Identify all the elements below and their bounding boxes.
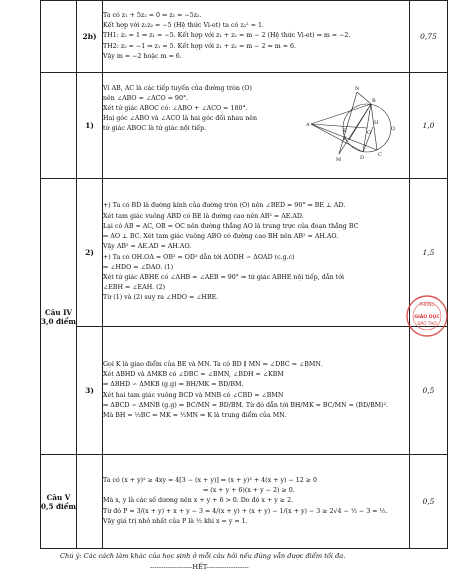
part-label: 3) [77,327,103,455]
solution-line: ⇒ (x + y + 6)(x + y − 2) ≥ 0. [203,487,295,495]
solution-line: TH2: z₂ = −1 ⇒ z₁ = 5. Kết hợp với z₁ + z₂ = m − 2 ⇒ m = 6. [103,42,297,50]
solution-line: Từ đó P = 3/(x + y) + x + y − 3 = 4/(x + y) + (x + y) − 1/(x + y) − 3 ≥ 2√4 − ½ − 3 = ½. [103,507,388,515]
part-label: 2) [77,179,103,327]
question-label [41,455,77,549]
figure-label: E [343,127,347,134]
solution-line: Kết hợp với z₁z₂ = −5 (Hệ thức Vi-et) ta có z₂² = 1. [103,22,264,30]
solution-line: nên ∠ABO = ∠ACO = 90°. [103,94,189,102]
line-mn [339,92,357,154]
part-label [77,455,103,549]
solution-line: +) Ta có OH.OA = OB² = OD² dẫn tới ΔODH ∽ ΔOAD (c.g.c) [103,253,295,261]
solution-line: ⇒ ∠HDO = ∠DAO. (1) [103,263,174,271]
solution-line: Vậy giá trị nhỏ nhất của P là ½ khi x = y = 1. [103,517,248,525]
solution-line: tứ giác ABOC là tứ giác nội tiếp. [103,125,207,133]
solution-line: Hai góc ∠ABO và ∠ACO là hai góc đối nhau nên [103,115,258,123]
row-v [41,455,448,549]
solution-line: Từ (1) và (2) suy ra ∠HDO = ∠HBE. [103,294,219,302]
solution-line: Lại có AB = AC, OB = OC nên đường thẳng AO là trung trực của đoạn thẳng BC [103,222,359,230]
figure-label: K [343,135,347,142]
question-title: Câu IV 3,0 điểm [41,307,76,326]
score-cell: 1,5 [410,179,448,327]
solution-line: ⇒ AO ⊥ BC. Xét tam giác vuông ABO có đường cao BH nên AB² = AH.AO. [103,233,339,241]
solution-content [103,327,410,455]
question-title: Câu V 0,5 điểm [41,492,76,511]
solution-line: Xét tứ giác ABHE có ∠AHB = ∠AEB = 90° ⇒ tứ giác ABHE nội tiếp, dẫn tới [103,273,345,281]
seal-text-mid: GIÁO DỤC [414,315,440,320]
end-marker: -------------------HẾT------------------- [150,563,249,571]
solution-line: Mà x, y là các số dương nên x + y + 6 > 0. Do đó x + y ≥ 2. [103,497,294,505]
seal-text-bot: ĐÀO TẠO [417,321,437,326]
solution-line: Xét tứ giác ABOC có: ∠ABO + ∠ACO = 180°. [103,104,248,112]
part-label: 2b) [77,1,103,73]
figure-label: N [355,85,360,92]
solution-line: Xét tam giác vuông ABD có BE là đường cao nên AB² = AE.AD. [103,212,304,220]
score-cell: 0,5 [410,327,448,455]
solution-line: ⇒ ΔBHD ∽ ΔMKB (g.g) ⇒ BH/MK = BD/BM. [103,381,244,389]
solution-table [40,0,448,549]
figure-label: O [367,129,372,136]
solution-content [103,1,410,73]
solution-line: ∠EBH = ∠EAH. (2) [103,284,166,292]
score-cell: 1,0 [410,73,448,179]
solution-line: ⇒ ΔBCD ∽ ΔMNB (g.g) ⇒ BC/MN = BD/BM. Từ đó dẫn tới BH/MK = BC/MN = (BD/BM)². [103,401,389,409]
official-seal [405,294,449,338]
figure-label: D [360,154,365,161]
figure-label: H [374,119,379,126]
row-2b [41,1,448,73]
solution-line: Ta có (x + y)² ≥ 4xy = 4[3 − (x + y)] ⇒ (x + y)² + 4(x + y) − 12 ≥ 0 [103,476,318,484]
solution-content [103,455,410,549]
figure-label: B [372,97,376,104]
figure-label: C [378,151,382,158]
row-iv-3 [41,327,448,455]
question-cell [41,73,77,179]
tangent-ab [311,104,371,124]
solution-line: Xét hai tam giác vuông BCD và MNB có ∠CBD = ∠BMN [103,391,284,399]
solution-line: Vậy AB² = AE.AD = AH.AO. [103,243,192,251]
solution-line: Gọi K là giao điểm của BE và MN. Ta có BD ∥ MN ⇒ ∠DBC = ∠BMN. [103,360,323,368]
question-label [41,179,77,455]
chord-bc [371,104,377,150]
solution-line: TH1: z₂ = 1 ⇒ z₁ = −5. Kết hợp với z₁ + z₂ = m − 2 (Hệ thức Vi-et) ⇒ m = −2. [103,32,351,40]
solution-line: Xét ΔBHD và ΔMKB có ∠DBC = ∠BMN, ∠BDH = ∠KBM [103,371,284,379]
seal-text-top: PHÒNG [419,302,435,307]
row-iv-1 [41,73,448,179]
figure-label: A [306,121,310,128]
score-cell: 0,5 [410,455,448,549]
line-bn [357,92,371,104]
figure-label: M [336,156,342,163]
solution-line: +) Ta có BD là đường kính của đường tròn (O) nên ∠BED = 90° ⇒ BE ⊥ AD. [103,202,346,210]
solution-line: Mà BH = ½BC ⇒ MK = ½MN ⇒ K là trung điểm của MN. [103,411,287,419]
footer-note: Chú ý: Các cách làm khác của học sinh ở mỗi câu hỏi nếu đúng vẫn được điểm tối đa. [60,552,346,560]
row-iv-2 [41,179,448,327]
solution-line: Vậy m = −2 hoặc m = 6. [103,52,182,60]
score-cell: 0,75 [410,1,448,73]
solution-line: Ta có z₁ + 5z₂ = 0 ⇔ z₁ = −5z₂. [103,11,202,19]
part-label: 1) [77,73,103,179]
solution-content [103,73,410,179]
figure-label: Q [391,125,396,132]
geometry-figure [305,84,409,168]
question-cell [41,1,77,73]
solution-content [103,179,410,327]
solution-line: Vì AB, AC là các tiếp tuyến của đường tròn (O) [103,84,252,92]
